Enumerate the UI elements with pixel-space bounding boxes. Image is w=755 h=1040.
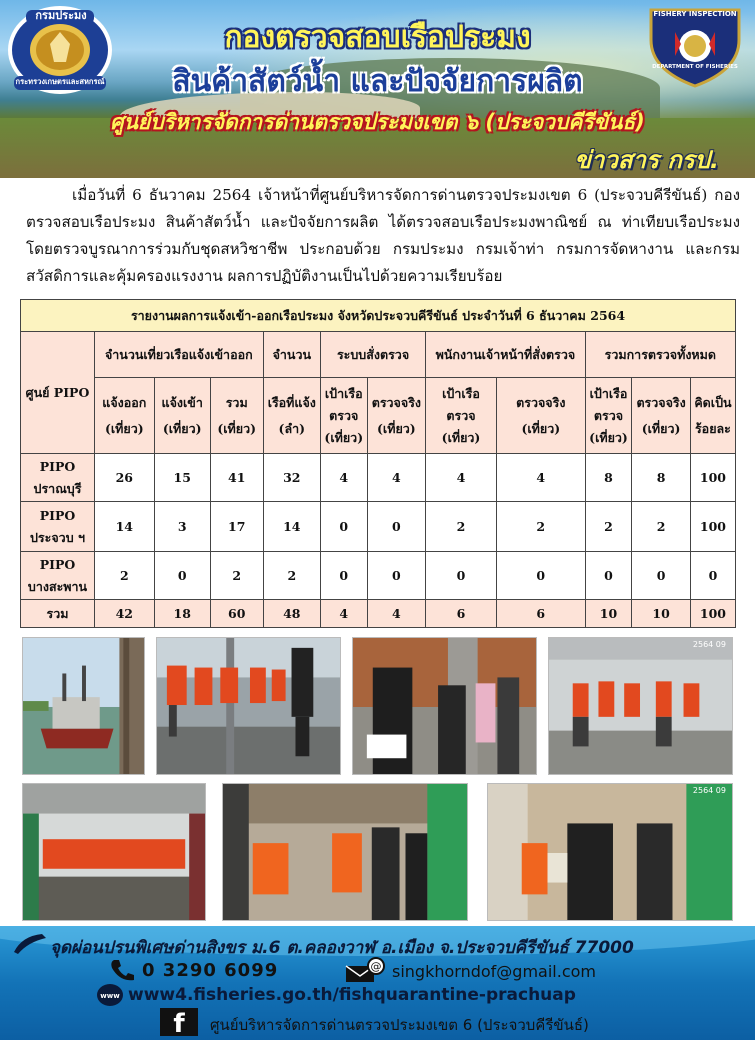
- col-group-officer: พนักงานเจ้าหน้าที่สั่งตรวจ: [426, 332, 586, 378]
- cell: 18: [154, 600, 210, 628]
- col-total-target: เป้าเรือ ตรวจ (เที่ยว): [585, 378, 632, 454]
- report-table: [20, 299, 736, 628]
- cell: 4: [367, 600, 426, 628]
- svg-text:@: @: [370, 960, 382, 973]
- cell: 2: [426, 502, 497, 552]
- cell: 6: [426, 600, 497, 628]
- col-total-percent: คิดเป็น ร้อยละ: [690, 378, 735, 454]
- table-caption: รายงานผลการแจ้งเข้า-ออกเรือประมง จังหวัดประจวบคีรีขันธ์ ประจำวันที่ 6 ธันวาคม 2564: [21, 300, 736, 332]
- footer-contact-banner: [0, 926, 755, 1040]
- cell: 14: [263, 502, 320, 552]
- photo-timestamp: 2564 09: [692, 640, 726, 649]
- cell: 0: [320, 502, 367, 552]
- col-system-target: เป้าเรือ ตรวจ (เที่ยว): [320, 378, 367, 454]
- cell: 0: [154, 552, 210, 600]
- col-officer-target: เป้าเรือ ตรวจ (เที่ยว): [426, 378, 497, 454]
- cell: 48: [263, 600, 320, 628]
- news-tag: ข่าวสาร กรป.: [574, 146, 719, 174]
- row-name: PIPO ประจวบ ฯ: [21, 502, 95, 552]
- cell: 2: [632, 502, 691, 552]
- cell: 0: [632, 552, 691, 600]
- location-pen-icon: [12, 932, 48, 956]
- cell: 10: [632, 600, 691, 628]
- cell: 0: [496, 552, 585, 600]
- banner-title-line-2: สินค้าสัตว์น้ำ และปัจจัยการผลิต: [172, 64, 583, 99]
- col-out: แจ้งออก (เที่ยว): [95, 378, 155, 454]
- col-group-trips: จำนวนเที่ยวเรือแจ้งเข้าออก: [95, 332, 264, 378]
- cell: 26: [95, 454, 155, 502]
- col-group-count: จำนวน: [263, 332, 320, 378]
- col-system-actual: ตรวจจริง (เที่ยว): [367, 378, 426, 454]
- cell: 2: [95, 552, 155, 600]
- cell: 6: [496, 600, 585, 628]
- cell: 41: [210, 454, 263, 502]
- intro-text: เมื่อวันที่ 6 ธันวาคม 2564 เจ้าหน้าที่ศูนย์บริหารจัดการด่านตรวจประมงเขต 6 (ประจวบคีรีขันธ์) กองตรวจสอบเรือประมง สินค้าสัตว์น้ำ และปัจจัยการผลิต ได้ตรวจสอบเรือประมงพาณิชย์ ณ ท่าเทียบเรือประมง โดยตรวจบูรณาการร่วมกับชุดสหวิชาชีพ ประกอบด้วย กรมประมง กรมเจ้าท่า กรมการจัดหางาน และกรมสวัสดิการและคุ้มครองแรงงาน ผลการปฏิบัติงานเป็นไปด้วยความเรียบร้อย: [26, 186, 740, 285]
- email-icon: [344, 956, 386, 984]
- right-logo-bottom-text: DEPARTMENT OF FISHERIES: [652, 64, 738, 70]
- cell: 32: [263, 454, 320, 502]
- phone-icon: [108, 958, 136, 982]
- col-total-actual: ตรวจจริง (เที่ยว): [632, 378, 691, 454]
- total-row-name: รวม: [21, 600, 95, 628]
- cell: 3: [154, 502, 210, 552]
- www-globe-icon: [96, 983, 124, 1007]
- footer-phone[interactable]: 0 3290 6099: [142, 960, 279, 981]
- cell: 4: [367, 454, 426, 502]
- cell: 0: [367, 502, 426, 552]
- cell: 17: [210, 502, 263, 552]
- right-logo-top-text: FISHERY INSPECTION: [653, 10, 737, 18]
- cell: 100: [690, 454, 735, 502]
- cell: 2: [263, 552, 320, 600]
- photo-fishing-boat: [22, 637, 145, 775]
- footer-website[interactable]: www4.fisheries.go.th/fishquarantine-prachuap: [128, 985, 576, 1005]
- col-group-system: ระบบสั่งตรวจ: [320, 332, 425, 378]
- table-row: [21, 454, 736, 502]
- footer-email[interactable]: singkhorndof@gmail.com: [392, 962, 596, 981]
- cell: 10: [585, 600, 632, 628]
- cell: 0: [367, 552, 426, 600]
- col-officer-actual: ตรวจจริง (เที่ยว): [496, 378, 585, 454]
- col-group-total: รวมการตรวจทั้งหมด: [585, 332, 735, 378]
- svg-text:www: www: [100, 992, 120, 1000]
- photo-officer-interview: [487, 783, 733, 921]
- col-in: แจ้งเข้า (เที่ยว): [154, 378, 210, 454]
- header-banner: [0, 0, 755, 178]
- cell: 0: [426, 552, 497, 600]
- photo-inspection-team: [156, 637, 341, 775]
- cell: 2: [210, 552, 263, 600]
- banner-title-line-3: ศูนย์บริหารจัดการด่านตรวจประมงเขต ๖ (ประจวบคีรีขันธ์): [110, 110, 645, 134]
- left-logo-bottom-text: กระทรวงเกษตรและสหกรณ์: [15, 77, 105, 86]
- facebook-icon: [160, 1008, 198, 1036]
- footer-address: จุดผ่อนปรนพิเศษด่านสิงขร ม.6 ต.คลองวาฬ อ.เมือง จ.ประจวบคีรีขันธ์ 77000: [50, 938, 634, 958]
- banner-title-line-1: กองตรวจสอบเรือประมง: [224, 20, 531, 55]
- intro-paragraph: [26, 182, 740, 290]
- col-header-center: ศูนย์ PIPO: [21, 332, 95, 454]
- svg-text:f: f: [173, 1009, 185, 1036]
- col-sum: รวม (เที่ยว): [210, 378, 263, 454]
- photo-life-jacket-check: [222, 783, 468, 921]
- col-boats: เรือที่แจ้ง (ลำ): [263, 378, 320, 454]
- table-total-row: [21, 600, 736, 628]
- cell: 4: [320, 600, 367, 628]
- photo-crew-lineup: [548, 637, 733, 775]
- left-logo-top-text: กรมประมง: [35, 9, 87, 22]
- cell: 0: [690, 552, 735, 600]
- cell: 2: [585, 502, 632, 552]
- cell: 4: [496, 454, 585, 502]
- table-row: [21, 502, 736, 552]
- cell: 100: [690, 600, 735, 628]
- cell: 100: [690, 502, 735, 552]
- row-name: PIPO บางสะพาน: [21, 552, 95, 600]
- cell: 15: [154, 454, 210, 502]
- cell: 8: [585, 454, 632, 502]
- footer-facebook-page[interactable]: ศูนย์บริหารจัดการด่านตรวจประมงเขต 6 (ประจวบคีรีขันธ์): [210, 1016, 589, 1034]
- photo-document-check: [352, 637, 537, 775]
- photo-group-on-pier: [22, 783, 206, 921]
- cell: 14: [95, 502, 155, 552]
- table-row: [21, 552, 736, 600]
- cell: 2: [496, 502, 585, 552]
- cell: 8: [632, 454, 691, 502]
- row-name: PIPO ปราณบุรี: [21, 454, 95, 502]
- cell: 4: [320, 454, 367, 502]
- cell: 0: [585, 552, 632, 600]
- cell: 0: [320, 552, 367, 600]
- photo-timestamp: 2564 09: [692, 786, 726, 795]
- cell: 60: [210, 600, 263, 628]
- cell: 4: [426, 454, 497, 502]
- cell: 42: [95, 600, 155, 628]
